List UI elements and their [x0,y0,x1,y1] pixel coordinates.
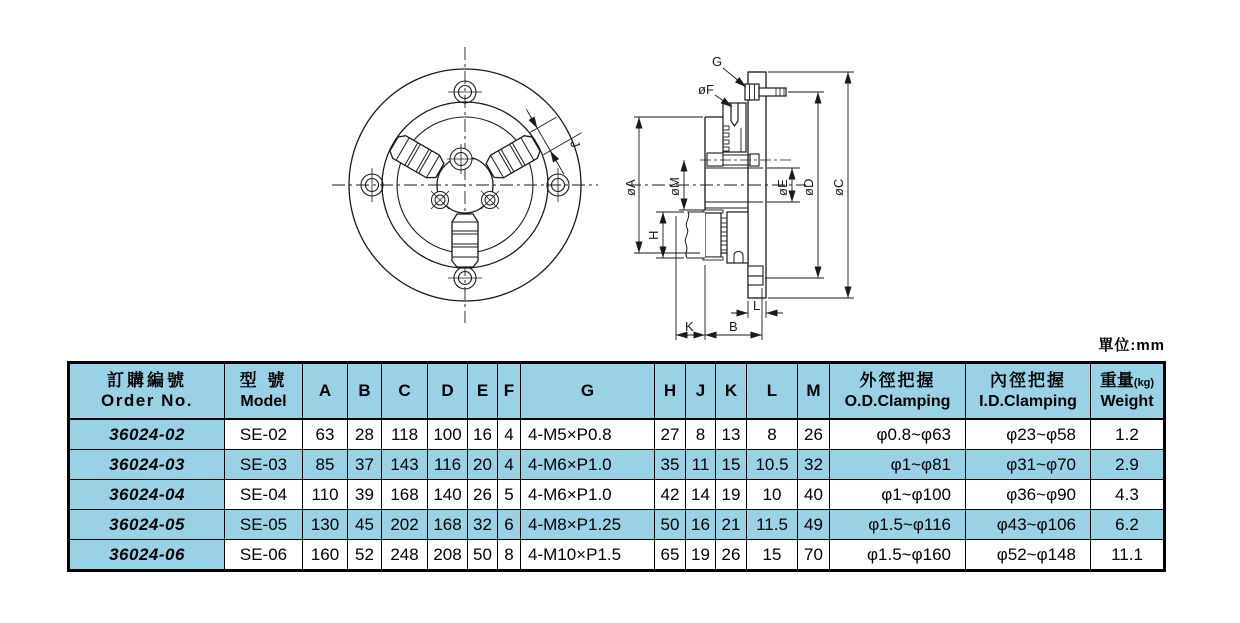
cell-D: 140 [428,480,468,510]
cell-model: SE-02 [225,419,303,450]
side-view [623,54,854,340]
col-header-E: E [468,363,498,420]
dim-label-C: øC [831,178,846,196]
dim-label-L: L [753,298,761,313]
cell-D: 116 [428,450,468,480]
cell-id-clamping: φ23~φ58 [966,419,1091,450]
cell-J: 8 [686,419,716,450]
cell-G: 4-M5×P0.8 [521,419,655,450]
cell-F: 8 [498,540,521,571]
col-header-H: H [655,363,686,420]
cell-C: 202 [382,510,428,540]
cell-order-no: 36024-05 [69,510,225,540]
cell-id-clamping: φ31~φ70 [966,450,1091,480]
table-row [69,450,1165,480]
col-header-weight: 重量(kg) Weight [1091,363,1165,420]
cell-C: 143 [382,450,428,480]
cell-id-clamping: φ43~φ106 [966,510,1091,540]
cell-E: 16 [468,419,498,450]
cell-od-clamping: φ0.8~φ63 [830,419,966,450]
cell-K: 13 [716,419,747,450]
cell-G: 4-M8×P1.25 [521,510,655,540]
cell-M: 32 [798,450,830,480]
break-line [685,212,705,258]
cell-F: 4 [498,450,521,480]
cell-E: 50 [468,540,498,571]
col-header-model: 型 號 Model [225,363,303,420]
cell-J: 11 [686,450,716,480]
cell-model: SE-05 [225,510,303,540]
cell-E: 26 [468,480,498,510]
cell-D: 168 [428,510,468,540]
cell-C: 248 [382,540,428,571]
cell-A: 160 [303,540,348,571]
cell-weight: 1.2 [1091,419,1165,450]
cell-B: 28 [348,419,382,450]
cell-B: 45 [348,510,382,540]
cell-H: 42 [655,480,686,510]
col-header-L: L [747,363,798,420]
col-header-C: C [382,363,428,420]
cell-A: 63 [303,419,348,450]
table-row [69,419,1165,450]
cell-F: 6 [498,510,521,540]
cell-weight: 6.2 [1091,510,1165,540]
top-jaw-section [723,103,746,152]
cell-A: 110 [303,480,348,510]
cell-order-no: 36024-06 [69,540,225,571]
cell-od-clamping: φ1~φ100 [830,480,966,510]
dim-label-G: G [712,54,723,69]
dim-label-K: K [685,319,694,334]
cell-M: 70 [798,540,830,571]
col-header-D: D [428,363,468,420]
cell-M: 49 [798,510,830,540]
cell-D: 100 [428,419,468,450]
cell-order-no: 36024-02 [69,419,225,450]
cell-F: 4 [498,419,521,450]
cell-L: 10.5 [747,450,798,480]
dimension-labels [623,54,846,334]
cell-weight: 4.3 [1091,480,1165,510]
cell-F: 5 [498,480,521,510]
pinion-section [700,153,792,166]
cell-od-clamping: φ1.5~φ116 [830,510,966,540]
dim-label-E: øE [775,179,790,196]
cell-H: 65 [655,540,686,571]
cell-L: 10 [747,480,798,510]
cell-D: 208 [428,540,468,571]
cell-H: 27 [655,419,686,450]
col-header-F: F [498,363,521,420]
cell-J: 19 [686,540,716,571]
cell-L: 8 [747,419,798,450]
col-header-B: B [348,363,382,420]
cell-C: 118 [382,419,428,450]
cell-K: 26 [716,540,747,571]
cell-model: SE-03 [225,450,303,480]
col-header-K: K [716,363,747,420]
cell-G: 4-M10×P1.5 [521,540,655,571]
cell-B: 39 [348,480,382,510]
bottom-bolt-hole [748,266,763,285]
cell-L: 15 [747,540,798,571]
cell-E: 20 [468,450,498,480]
cell-L: 11.5 [747,510,798,540]
cell-model: SE-06 [225,540,303,571]
cell-M: 26 [798,419,830,450]
cell-weight: 11.1 [1091,540,1165,571]
cell-K: 19 [716,480,747,510]
table-row [69,510,1165,540]
cell-weight: 2.9 [1091,450,1165,480]
dim-label-A: øA [623,179,638,196]
table-row [69,540,1165,571]
dim-label-F: øF [698,82,714,97]
cell-model: SE-04 [225,480,303,510]
header-row [69,363,1165,420]
cell-K: 15 [716,450,747,480]
cell-J: 14 [686,480,716,510]
cell-order-no: 36024-03 [69,450,225,480]
col-header-od-clamping: 外徑把握 O.D.Clamping [830,363,966,420]
dim-label-H: H [646,230,661,240]
cell-od-clamping: φ1~φ81 [830,450,966,480]
cell-G: 4-M6×P1.0 [521,480,655,510]
table-row [69,480,1165,510]
lower-jaw-section [685,210,748,263]
cell-id-clamping: φ52~φ148 [966,540,1091,571]
cell-K: 21 [716,510,747,540]
cell-order-no: 36024-04 [69,480,225,510]
dim-label-D: øD [801,178,816,196]
cell-G: 4-M6×P1.0 [521,450,655,480]
cell-C: 168 [382,480,428,510]
col-header-order-no: 訂購編號 Order No. [69,363,225,420]
col-header-G: G [521,363,655,420]
col-header-id-clamping: 內徑把握 I.D.Clamping [966,363,1091,420]
units-label: 單位:mm [1098,337,1165,354]
cell-E: 32 [468,510,498,540]
cell-B: 52 [348,540,382,571]
col-header-J: J [686,363,716,420]
front-view [332,47,598,323]
cell-A: 130 [303,510,348,540]
cell-H: 50 [655,510,686,540]
spec-table [67,361,1166,572]
col-header-M: M [798,363,830,420]
cell-od-clamping: φ1.5~φ160 [830,540,966,571]
col-header-A: A [303,363,348,420]
dim-label-B: B [729,319,738,334]
cell-A: 85 [303,450,348,480]
dim-label-J: J [567,138,584,150]
cell-id-clamping: φ36~φ90 [966,480,1091,510]
cell-B: 37 [348,450,382,480]
cell-H: 35 [655,450,686,480]
dim-label-M: øM [667,177,682,196]
cell-J: 16 [686,510,716,540]
cell-M: 40 [798,480,830,510]
